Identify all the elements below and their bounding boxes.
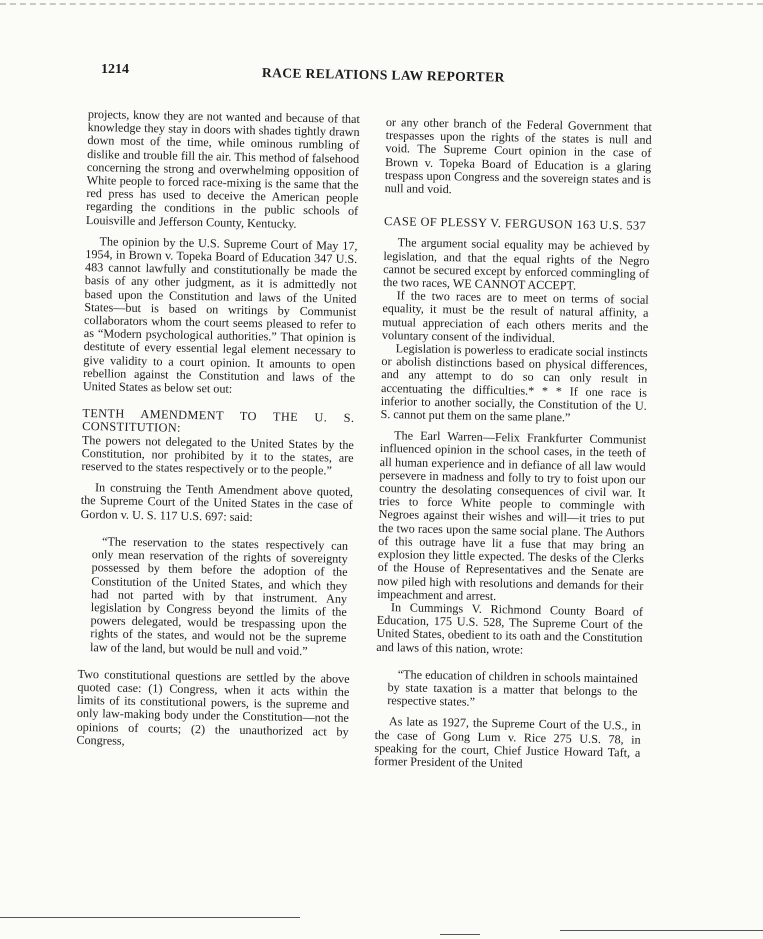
block-quote: “The education of children in schools maintained by state taxation is a matter that belongs to the respective states.” — [387, 667, 638, 709]
paragraph: The argument social equality may be achieved by legislation, and that the equal rights of the Negro cannot be secured except by enforced commingling of the two races, WE CANNOT ACCEPT. — [382, 235, 650, 293]
paragraph: The powers not delegated to the United States by the Constitution, nor prohibited by it to the states, are reserved to the states respectively or to the people.” — [81, 432, 355, 478]
running-title: RACE RELATIONS LAW REPORTER — [261, 65, 505, 85]
paragraph: or any other branch of the Federal Government that trespasses upon the rights of the states is null and void. The Supreme Court opinion in the case of Brown v. Topeka Board of Education is a glaring trespass upon Congress and the sovereign states and is null and void. — [384, 115, 652, 197]
paragraph: projects, know they are not wanted and because of that knowledge they stay in doors with shades tightly drawn down most of the time, while ominous rumbling of dislike and trouble fill the air. This method of falsehood concerning the strong and overwhelming opposition of White people to forced race-mixing is the same that the red press has used to deceive the American people regarding the conditions in the public schools of Louisville and Jefferson County, Kentucky. — [85, 107, 360, 231]
right-column — [374, 116, 652, 773]
paragraph: Two constitutional questions are settled by the above quoted case: (1) Congress, when it acts within the limits of its constitutional powers, is the supreme and only law-making body under the Constitution—not the opinions of courts; (2) the unauthorized act by Congress, — [76, 666, 350, 748]
left-column — [76, 108, 360, 752]
scan-artifact-line — [440, 934, 480, 935]
paragraph: In construing the Tenth Amendment above quoted, the Supreme Court of the United States in the case of Gordon v. U. S. 117 U.S. 697: said: — [80, 480, 354, 524]
block-quote: “The reservation to the states respectively can only mean reservation of the rights of sovereignty possessed by them before the adoption of the Constitution of the United States, and which they had not parted with by that instrument. Any legislation by Congress beyond the limits of the powers delegated, would be trespassing upon the rights of the states, and would not be the supreme law of the land, but would be null and void.” — [90, 534, 349, 658]
paragraph: The Earl Warren—Felix Frankfurter Communist influenced opinion in the school cases, in the teeth of all human experience and in defiance of all law would persevere in madness and folly to try to foist upon our country the desolating consequences of civil war. It tries to force White people to commingle with Negroes against their wishes and will—it tries to put the two races upon the same social plane. The Authors of this outrage have lit a fuse that may bring an explosion they little expected. The desks of the Clerks of the House of Representatives and the Senate are now piled high with resolutions and demands for their impeachment and arrest. — [377, 428, 647, 603]
page-header — [0, 62, 763, 86]
section-heading: TENTH AMENDMENT TO THE U. S. CONSTITUTION: — [82, 406, 355, 436]
scan-artifact-line — [0, 917, 300, 918]
scan-artifact-line — [560, 930, 763, 931]
paragraph: In Cummings V. Richmond County Board of Education, 175 U.S. 528, The Supreme Court of the United States, obedient to its oath and the Constitution and laws of this nation, wrote: — [376, 600, 644, 657]
perforated-edge — [0, 3, 763, 5]
paragraph: Legislation is powerless to eradicate social instincts or abolish distinctions based on physical differences, and any attempt to do so can only result in accentuating the difficulties.* * * If one race is inferior to another socially, the Constitution of the U. S. cannot put them on the same plane.” — [380, 341, 648, 425]
section-heading: CASE OF PLESSY V. FERGUSON 163 U.S. 537 — [383, 214, 647, 234]
page-number: 1214 — [101, 62, 129, 77]
paragraph: If the two races are to meet on terms of social equality, it must be the result of natural affinity, a mutual appreciation of each others merits and the voluntary consent of the individual. — [381, 288, 649, 345]
paragraph: The opinion by the U.S. Supreme Court of May 17, 1954, in Brown v. Topeka Board of Education 347 U.S. 483 cannot lawfully and constitutionally be made the basis of any other judgment, as it is admittedly not based upon the Constitution and laws of the United States—but is based on writings by Communist collaborators whom the court seems pleased to refer to as “Modern psychological authorities.” That opinion is destitute of every essential legal element necessary to give validity to a court opinion. It amounts to open rebellion against the Constitution and laws of the United States as below set out: — [82, 234, 358, 396]
paragraph: As late as 1927, the Supreme Court of the U.S., in the case of Gong Lum v. Rice 275 U.S. 78, in speaking for the court, Chief Justice Howard Taft, a former President of the United — [374, 714, 641, 771]
